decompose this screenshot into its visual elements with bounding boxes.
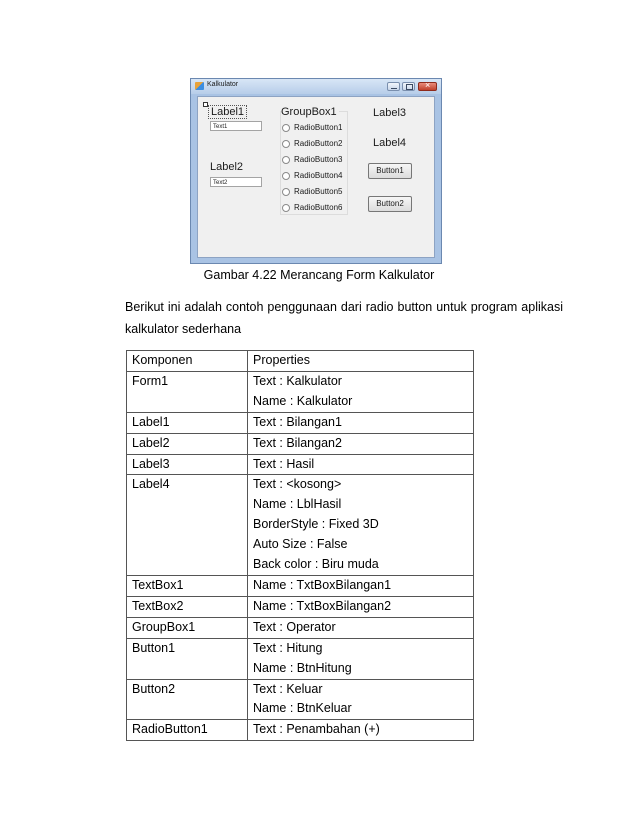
app-icon <box>195 82 204 90</box>
radio-button-4 <box>282 171 342 181</box>
properties-cell <box>248 617 474 638</box>
property-line: Name : LblHasil <box>253 497 342 512</box>
properties-table <box>126 350 474 741</box>
close-icon <box>418 82 437 91</box>
property-line: Name : TxtBoxBilangan2 <box>253 598 392 613</box>
komponen-cell: Label2 <box>127 433 248 454</box>
property-line: Name : Kalkulator <box>253 393 353 408</box>
paragraph-line-1: Berikut ini adalah contoh penggunaan dari radio button untuk program aplikasi <box>125 300 563 314</box>
komponen-cell: Form1 <box>127 371 248 412</box>
radio-button-6 <box>282 203 342 213</box>
radio-circle-icon <box>282 188 290 196</box>
radio-circle-icon <box>282 204 290 212</box>
property-line: Text : Hasil <box>253 456 315 471</box>
komponen-cell: GroupBox1 <box>127 617 248 638</box>
properties-cell <box>248 454 474 475</box>
header-properties: Properties <box>248 351 474 372</box>
properties-cell <box>248 638 474 679</box>
groupbox1-title: GroupBox1 <box>281 106 337 118</box>
komponen-cell: TextBox2 <box>127 596 248 617</box>
radio-circle-icon <box>282 124 290 132</box>
radio-circle-icon <box>282 140 290 148</box>
table-row <box>127 454 474 475</box>
komponen-cell: Label4 <box>127 475 248 576</box>
radio-button-3 <box>282 155 342 165</box>
radio-button-5 <box>282 187 342 197</box>
table-row <box>127 371 474 412</box>
property-line: Text : Kalkulator <box>253 373 342 388</box>
radio-label: RadioButton2 <box>294 139 343 148</box>
property-line: Text : <kosong> <box>253 477 342 492</box>
radio-circle-icon <box>282 156 290 164</box>
table-row <box>127 596 474 617</box>
header-komponen: Komponen <box>127 351 248 372</box>
label4: Label4 <box>373 137 407 149</box>
form-titlebar <box>191 79 441 94</box>
table-row <box>127 575 474 596</box>
radio-button-2 <box>282 139 342 149</box>
table-row <box>127 433 474 454</box>
body-paragraph <box>125 296 563 340</box>
table-row <box>127 720 474 741</box>
table-row <box>127 475 474 576</box>
properties-cell <box>248 596 474 617</box>
properties-cell <box>248 575 474 596</box>
table-header-row <box>127 351 474 372</box>
property-line: Auto Size : False <box>253 537 348 552</box>
property-line: Text : Bilangan2 <box>253 435 342 450</box>
radio-label: RadioButton4 <box>294 171 343 180</box>
property-line: Text : Hitung <box>253 640 323 655</box>
radio-label: RadioButton6 <box>294 203 343 212</box>
minimize-icon <box>387 82 400 91</box>
radio-label: RadioButton1 <box>294 123 343 132</box>
komponen-cell: Button1 <box>127 638 248 679</box>
property-line: Text : Bilangan1 <box>253 414 342 429</box>
textbox1: Text1 <box>210 121 262 131</box>
paragraph-line-2: kalkulator sederhana <box>125 322 242 336</box>
table-row <box>127 679 474 720</box>
table-body <box>127 371 474 740</box>
komponen-cell: Label3 <box>127 454 248 475</box>
properties-cell <box>248 412 474 433</box>
property-line: Text : Keluar <box>253 681 323 696</box>
form-title: Kalkulator <box>207 81 239 88</box>
property-line: Name : TxtBoxBilangan1 <box>253 577 392 592</box>
radio-circle-icon <box>282 172 290 180</box>
komponen-cell: Button2 <box>127 679 248 720</box>
textbox2: Text2 <box>210 177 262 187</box>
label1: Label1 <box>208 105 247 119</box>
maximize-icon <box>402 82 415 91</box>
komponen-cell: Label1 <box>127 412 248 433</box>
table-row <box>127 412 474 433</box>
komponen-cell: RadioButton1 <box>127 720 248 741</box>
button1: Button1 <box>368 163 412 179</box>
properties-cell <box>248 371 474 412</box>
form-designer-figure <box>190 78 442 264</box>
properties-cell <box>248 720 474 741</box>
properties-cell <box>248 475 474 576</box>
button2: Button2 <box>368 196 412 212</box>
properties-cell <box>248 433 474 454</box>
property-line: Back color : Biru muda <box>253 557 379 572</box>
properties-cell <box>248 679 474 720</box>
label2: Label2 <box>210 161 244 173</box>
property-line: Text : Penambahan (+) <box>253 722 380 737</box>
radio-label: RadioButton3 <box>294 155 343 164</box>
property-line: Name : BtnKeluar <box>253 701 352 716</box>
radio-button-1 <box>282 123 342 133</box>
table-row <box>127 617 474 638</box>
property-line: Text : Operator <box>253 619 336 634</box>
property-line: Name : BtnHitung <box>253 660 352 675</box>
label3: Label3 <box>373 107 407 119</box>
property-line: BorderStyle : Fixed 3D <box>253 517 379 532</box>
komponen-cell: TextBox1 <box>127 575 248 596</box>
figure-caption: Gambar 4.22 Merancang Form Kalkulator <box>203 268 435 282</box>
table-row <box>127 638 474 679</box>
radio-label: RadioButton5 <box>294 187 343 196</box>
form-client-area <box>197 96 435 258</box>
